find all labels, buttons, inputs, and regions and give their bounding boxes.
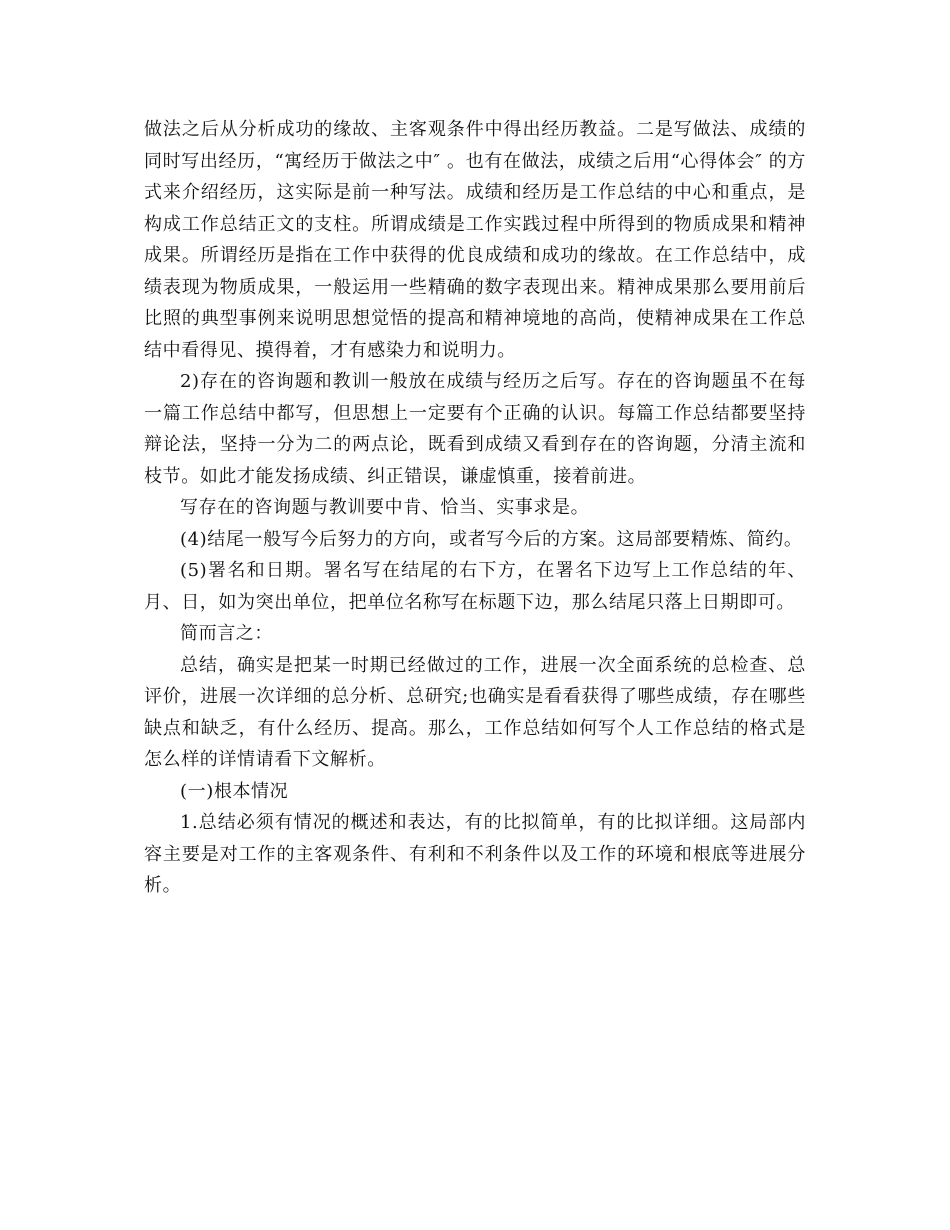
paragraph-9: 1.总结必须有情况的概述和表达，有的比拟简单，有的比拟详细。这局部内容主要是对工作的主客观条件、有利和不利条件以及工作的环境和根底等进展分析。 xyxy=(144,812,806,896)
paragraph-6: 简而言之： xyxy=(180,623,273,644)
paragraph-5: (5)署名和日期。署名写在结尾的右下方，在署名下边写上工作总结的年、月、日，如为突出单位，把单位名称写在标题下边，那么结尾只落上日期即可。 xyxy=(144,560,806,613)
paragraph-7: 总结，确实是把某一时期已经做过的工作，进展一次全面系统的总检查、总评价，进展一次详细的总分析、总研究;也确实是看看获得了哪些成绩，存在哪些缺点和缺乏，有什么经历、提高。那么，工作总结如何写个人工作总结的格式是怎么样的详情请看下文解析。 xyxy=(144,654,806,770)
paragraph-4: (4)结尾一般写今后努力的方向，或者写今后的方案。这局部要精炼、简约。 xyxy=(180,528,803,550)
paragraph-1: 做法之后从分析成功的缘故、主客观条件中得出经历教益。二是写做法、成绩的同时写出经历，“寓经历于做法之中″ 。也有在做法，成绩之后用“心得体会″ 的方式来介绍经历，这实际是前一种写法。成绩和经历是工作总结的中心和重点，是构成工作总结正文的支柱。所谓成绩是工作实践过程中所得到的物质成果和精神成果。所谓经历是指在工作中获得的优良成绩和成功的缘故。在工作总结中，成绩表现为物质成果，一般运用一些精确的数字表现出来。精神成果那么要用前后比照的典型事例来说明思想觉悟的提高和精神境地的高尚，使精神成果在工作总结中看得见、摸得着，才有感染力和说明力。 xyxy=(144,119,806,361)
paragraph-3: 写存在的咨询题与教训要中肯、恰当、实事求是。 xyxy=(180,497,590,518)
paragraph-8: (一)根本情况 xyxy=(180,780,289,802)
document-body xyxy=(144,114,806,902)
paragraph-2: 2)存在的咨询题和教训一般放在成绩与经历之后写。存在的咨询题虽不在每一篇工作总结中都写，但思想上一定要有个正确的认识。每篇工作总结都要坚持辩论法，坚持一分为二的两点论，既看到成绩又看到存在的咨询题，分清主流和枝节。如此才能发扬成绩、纠正错误，谦虚慎重，接着前进。 xyxy=(144,371,806,487)
